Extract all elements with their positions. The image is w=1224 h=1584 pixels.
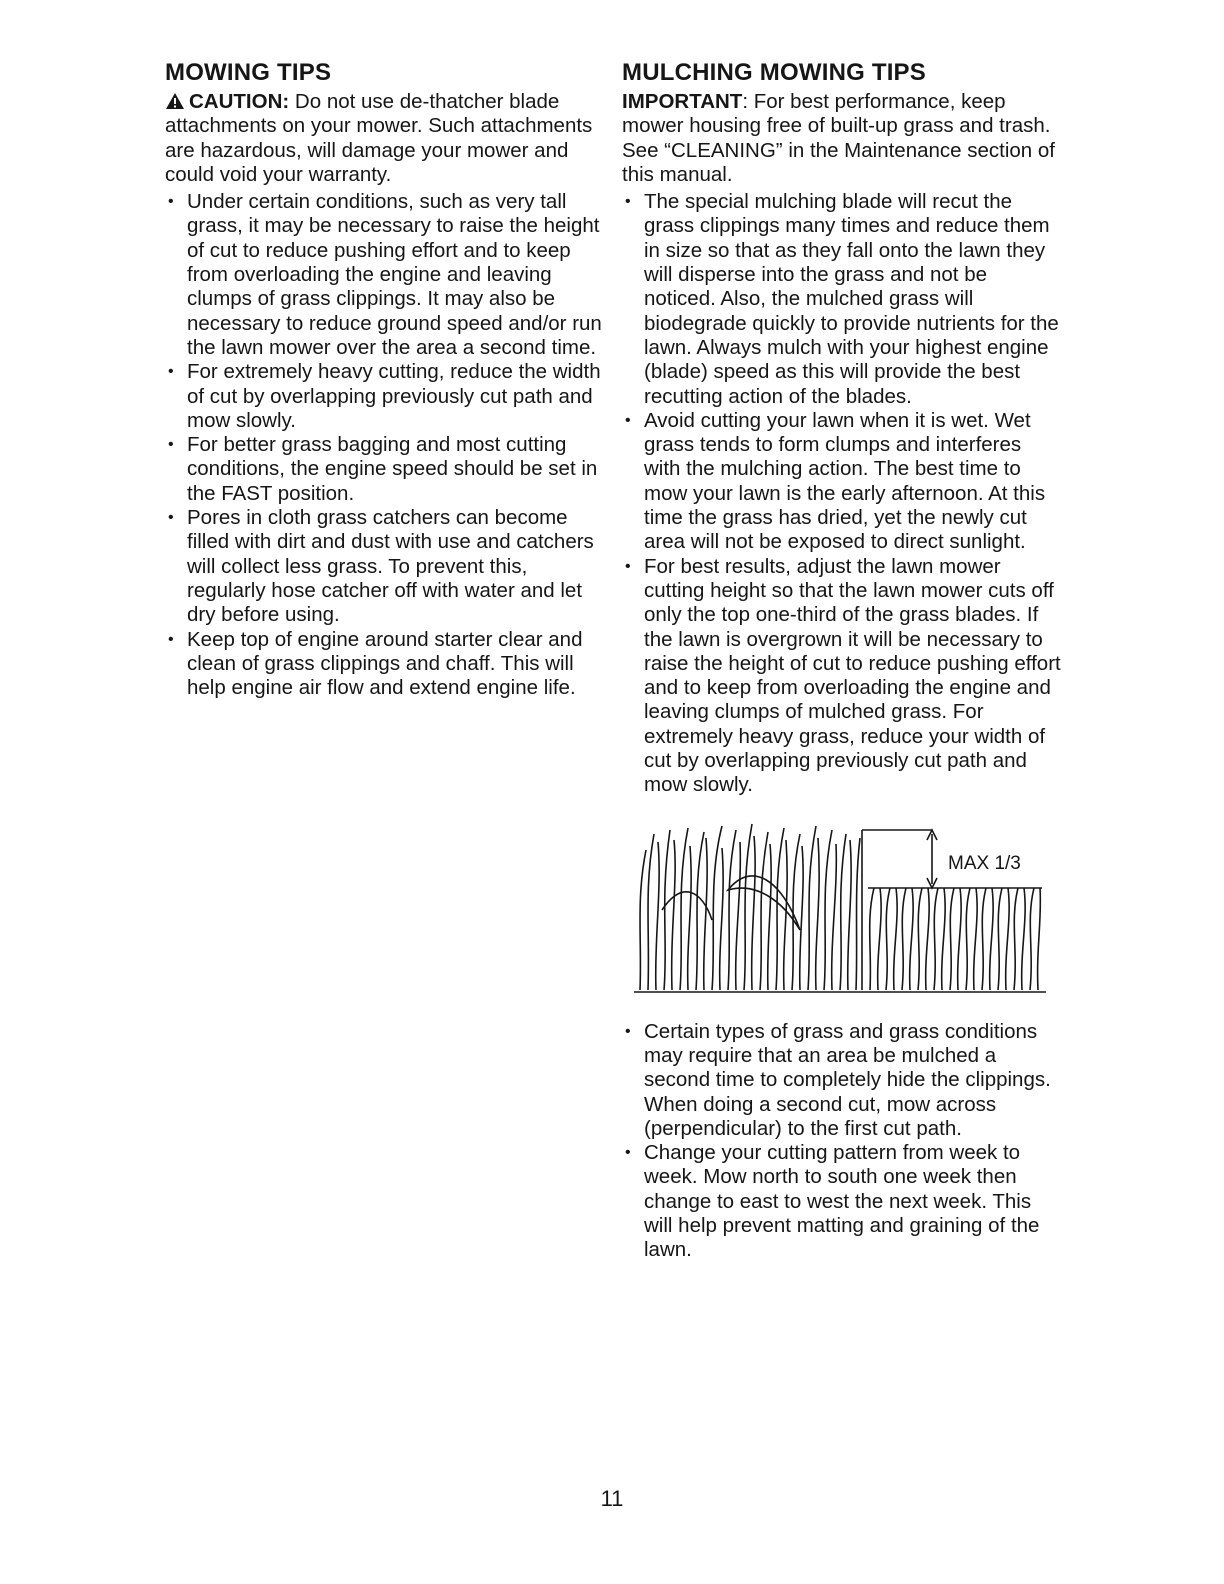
list-item bbox=[622, 190, 1062, 409]
list-item-text: The special mulching blade will recut the grass clippings many times and reduce them in size so that as they fall onto the lawn they will disperse into the grass and not be noticed. Also, the mulched grass will biodegrade quickly to provide nutrients for the lawn. Always mulch with your highest engine (blade) speed as this will provide the best recutting action of the blades. bbox=[644, 190, 1059, 408]
warning-triangle-icon bbox=[165, 92, 185, 110]
caution-text: Do not use de-thatcher blade attachments on your mower. Such attachments are hazardous, will damage your mower and could void your warranty. bbox=[165, 90, 593, 186]
bullet-mark: • bbox=[168, 193, 174, 211]
list-item-text: Change your cutting pattern from week to week. Mow north to south one week then change to east to west the next week. This will help prevent matting and graining of the lawn. bbox=[644, 1141, 1040, 1262]
bullet-mark: • bbox=[625, 193, 631, 211]
list-item bbox=[165, 506, 605, 627]
important-text: : For best performance, keep mower housing free of built-up grass and trash. See “CLEANING” in the Maintenance section of this manual. bbox=[622, 90, 1055, 186]
bullet-mark: • bbox=[168, 363, 174, 381]
bullet-mark: • bbox=[625, 1144, 631, 1162]
important-paragraph bbox=[622, 90, 1062, 187]
caution-label: CAUTION: bbox=[189, 90, 290, 113]
list-item bbox=[622, 409, 1062, 555]
list-item bbox=[165, 190, 605, 360]
list-item-text: Certain types of grass and grass conditions may require that an area be mulched a second time to completely hide the clippings. When doing a second cut, mow across (perpendicular) to the first cut path. bbox=[644, 1019, 1051, 1140]
bullet-mark: • bbox=[168, 509, 174, 527]
mulching-tips-heading: MULCHING MOWING TIPS bbox=[622, 59, 926, 86]
bullet-mark: • bbox=[625, 411, 631, 429]
list-item-text: For best results, adjust the lawn mower cutting height so that the lawn mower cuts off only the top one-third of the grass blades. If the lawn is overgrown it will be necessary to raise the height of cut to reduce pushing effort and to keep from overloading the engine and leaving clumps of mulched grass. For extremely heavy grass, reduce your width of cut by overlapping previously cut path and mow slowly. bbox=[644, 554, 1061, 797]
right-column bbox=[622, 56, 1062, 1263]
bullet-mark: • bbox=[625, 1022, 631, 1040]
mulching-tips-list-continued bbox=[622, 1020, 1062, 1263]
list-item bbox=[622, 1020, 1062, 1141]
list-item-text: Pores in cloth grass catchers can become filled with dirt and dust with use and catchers will collect less grass. To prevent this, regularly hose catcher off with water and let dry before using. bbox=[187, 506, 594, 627]
page-number: 11 bbox=[600, 1486, 624, 1511]
list-item bbox=[165, 628, 605, 701]
left-column bbox=[165, 56, 605, 700]
grass-illustration-icon bbox=[632, 820, 1052, 1000]
list-item bbox=[165, 360, 605, 433]
grass-cut-height-illustration bbox=[632, 820, 1052, 1000]
caution-paragraph bbox=[165, 90, 605, 187]
bullet-mark: • bbox=[168, 630, 174, 648]
mowing-tips-heading: MOWING TIPS bbox=[165, 59, 332, 86]
list-item-text: Avoid cutting your lawn when it is wet. Wet grass tends to form clumps and interferes with the mulching action. The best time to mow your lawn is the early afternoon. At this time the grass has dried, yet the newly cut area will not be exposed to direct sunlight. bbox=[644, 408, 1046, 554]
list-item-text: Keep top of engine around starter clear and clean of grass clippings and chaff. This will help engine air flow and extend engine life. bbox=[187, 627, 583, 700]
list-item-text: Under certain conditions, such as very tall grass, it may be necessary to raise the height of cut to reduce pushing effort and to keep from overloading the engine and leaving clumps of grass clippings. It may also be necessary to reduce ground speed and/or run the lawn mower over the area a second time. bbox=[187, 190, 602, 359]
bullet-mark: • bbox=[168, 436, 174, 454]
important-label: IMPORTANT bbox=[622, 90, 743, 113]
list-item-text: For extremely heavy cutting, reduce the width of cut by overlapping previously cut path and mow slowly. bbox=[187, 360, 601, 432]
mowing-tips-list bbox=[165, 190, 605, 700]
list-item bbox=[622, 555, 1062, 798]
list-item bbox=[622, 1141, 1062, 1262]
bullet-mark: • bbox=[625, 557, 631, 575]
list-item bbox=[165, 433, 605, 506]
mulching-tips-list bbox=[622, 190, 1062, 797]
list-item-text: For better grass bagging and most cutting conditions, the engine speed should be set in the FAST position. bbox=[187, 433, 598, 505]
max-cut-label: MAX 1/3 bbox=[948, 852, 1021, 874]
